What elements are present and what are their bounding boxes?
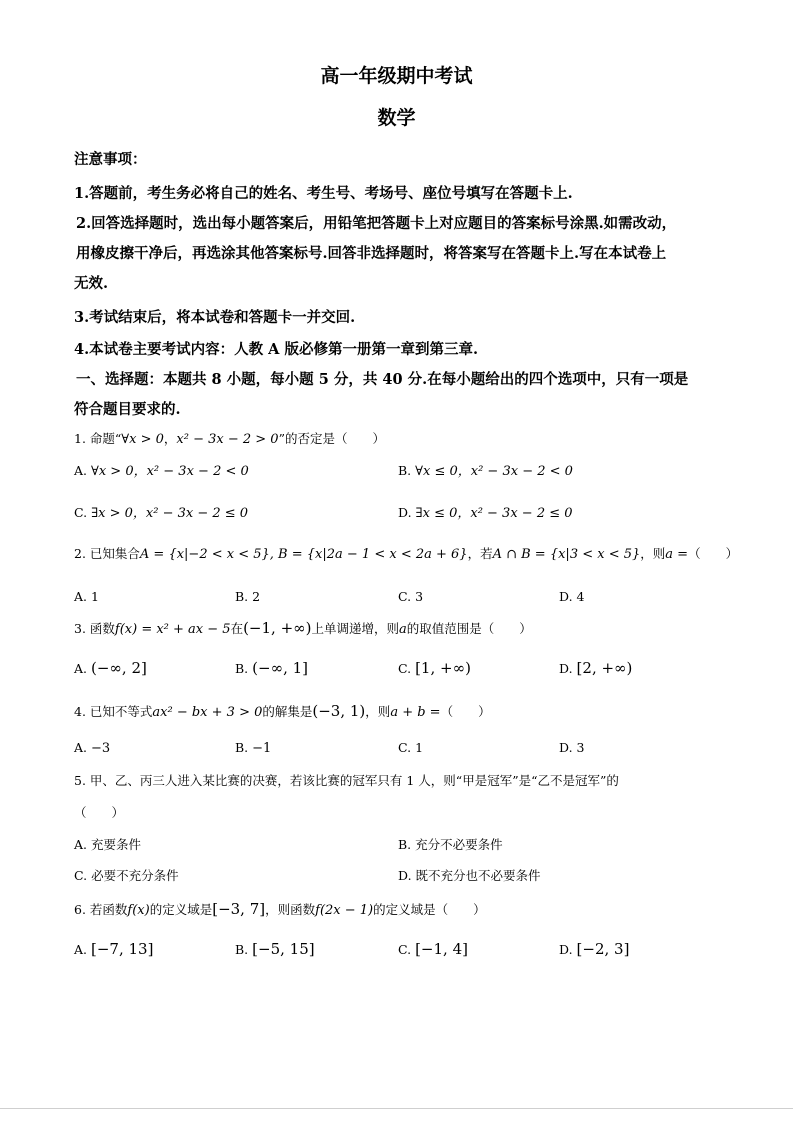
q2-option-a-text: 1 [91, 589, 99, 604]
q5-option-b-text: 充分不必要条件 [415, 837, 503, 852]
q6-mid-2: ，则函数 [265, 902, 316, 917]
q5-option-d [398, 867, 541, 885]
q3-option-b [235, 659, 308, 678]
q6-option-a [74, 940, 153, 959]
q5-option-c-label: C. [74, 868, 88, 883]
question-6-stem [74, 900, 734, 920]
q2-option-b-text: 2 [252, 589, 261, 604]
q6-option-a-label: A. [74, 942, 88, 957]
note-2-line-2: 用橡皮擦干净后，再选涂其他答案标号.回答非选择题时，将答案写在答题卡上.写在本试卷上 [76, 245, 667, 262]
q1-option-c-text: ∃x > 0，x² − 3x − 2 ≤ 0 [91, 506, 249, 521]
q3-stem-pre: 3. 函数 [74, 621, 115, 636]
q3-option-a-text: (−∞, 2] [91, 659, 147, 677]
q1-option-b-label: B. [398, 463, 412, 478]
q3-option-c-label: C. [398, 661, 412, 676]
q4-option-d-label: D. [559, 740, 573, 755]
q4-mid-2: ，则 [365, 704, 391, 719]
q3-option-c [398, 659, 471, 678]
q1-sep: ， [163, 431, 177, 446]
q3-math-2: (−1, +∞) [243, 619, 312, 637]
q4-math-3: a + b = [390, 705, 441, 720]
question-5-stem-2: （ ） [74, 805, 125, 820]
q2-mid-2: ，则 [640, 546, 666, 561]
q4-option-a-label: A. [74, 740, 88, 755]
q6-option-a-text: [−7, 13] [91, 940, 154, 958]
q3-stem-post: 的取值范围是（ ） [406, 621, 532, 636]
q1-option-d-text: ∃x ≤ 0，x² − 3x − 2 ≤ 0 [415, 506, 573, 521]
q1-option-a-text: ∀x > 0，x² − 3x − 2 < 0 [91, 464, 249, 479]
q6-option-c [398, 940, 468, 959]
q3-option-a-label: A. [74, 661, 88, 676]
q2-stem-pre: 2. 已知集合 [74, 546, 140, 561]
q5-option-d-text: 既不充分也不必要条件 [415, 868, 541, 883]
q6-stem-pre: 6. 若函数 [74, 902, 128, 917]
q6-math-1: f(x) [127, 903, 150, 918]
q2-option-d-text: 4 [576, 589, 585, 604]
notes-heading: 注意事项： [74, 151, 147, 168]
q4-stem-post: （ ） [440, 704, 491, 719]
q6-option-d-text: [−2, 3] [576, 940, 630, 958]
q6-math-2: [−3, 7] [212, 900, 266, 918]
q5-option-a [74, 836, 141, 854]
q2-math-2: A ∩ B = {x|3 < x < 5} [492, 547, 641, 562]
q5-option-c [74, 867, 179, 885]
q4-stem-pre: 4. 已知不等式 [74, 704, 153, 719]
q3-mid: 在 [230, 621, 244, 636]
q4-option-a-text: −3 [91, 741, 111, 756]
q4-option-b-label: B. [235, 740, 249, 755]
exam-title: 高一年级期中考试 [320, 65, 473, 87]
q3-option-b-text: (−∞, 1] [252, 659, 309, 677]
q1-math-2: x² − 3x − 2 > 0 [176, 432, 279, 447]
q5-option-a-text: 充要条件 [91, 837, 142, 852]
q5-option-a-label: A. [74, 837, 88, 852]
q2-option-c-label: C. [398, 589, 412, 604]
q2-option-a [74, 588, 99, 606]
q1-math-1: ∀x > 0 [121, 432, 164, 447]
q6-mid: 的定义域是 [149, 902, 213, 917]
q2-math-1: A = {x|−2 < x < 5}, B = {x|2a − 1 < x < 2a + 6} [139, 547, 468, 562]
q4-option-c-text: 1 [415, 740, 424, 755]
q3-option-c-text: [1, +∞) [415, 659, 471, 677]
note-4: 4.本试卷主要考试内容：人教 A 版必修第一册第一章到第三章. [74, 341, 479, 358]
q4-option-c-label: C. [398, 740, 412, 755]
q3-option-a [74, 659, 147, 678]
q2-option-b-label: B. [235, 589, 249, 604]
section-heading-line-2: 符合题目要求的. [74, 401, 181, 418]
q1-stem-pre: 1. 命题“ [74, 431, 122, 446]
q2-math-3: a = [665, 547, 689, 562]
page-bottom-divider [0, 1108, 793, 1109]
q6-stem-post: 的定义域是（ ） [373, 902, 486, 917]
q1-option-d-label: D. [398, 505, 412, 520]
q4-option-d-text: 3 [576, 740, 585, 755]
q1-option-a-label: A. [74, 463, 88, 478]
q4-option-b-text: −1 [252, 741, 272, 756]
q3-math-3: a [399, 622, 407, 637]
q6-option-c-label: C. [398, 942, 412, 957]
q3-option-d-text: [2, +∞) [576, 659, 633, 677]
q1-option-b [398, 462, 573, 481]
exam-subject: 数学 [377, 107, 416, 129]
q2-option-b [235, 588, 260, 606]
q6-option-b-text: [−5, 15] [252, 940, 315, 958]
q1-option-a [74, 462, 249, 481]
q2-stem-post: （ ） [688, 546, 739, 561]
note-1: 1.答题前，考生务必将自己的姓名、考生号、考场号、座位号填写在答题卡上. [74, 185, 573, 202]
q5-option-d-label: D. [398, 868, 412, 883]
q4-option-d [559, 739, 585, 757]
q1-option-b-text: ∀x ≤ 0，x² − 3x − 2 < 0 [415, 464, 573, 479]
question-4-stem [74, 702, 734, 722]
q2-mid: ，若 [467, 546, 493, 561]
section-heading-line-1: 一、选择题：本题共 8 小题，每小题 5 分，共 40 分.在每小题给出的四个选项中，只有一项是 [76, 371, 689, 388]
note-2-line-1: 2.回答选择题时，选出每小题答案后，用铅笔把答题卡上对应题目的答案标号涂黑.如需改动， [76, 215, 677, 232]
question-1-stem [74, 430, 734, 449]
q2-option-d-label: D. [559, 589, 573, 604]
q4-math-2: (−3, 1) [312, 702, 366, 720]
question-2-stem [74, 545, 739, 564]
q1-option-d [398, 504, 573, 523]
q3-option-d [559, 659, 632, 678]
q6-option-b [235, 940, 315, 959]
q3-option-b-label: B. [235, 661, 249, 676]
q6-option-d-label: D. [559, 942, 573, 957]
question-3-stem [74, 619, 734, 639]
q1-option-c-label: C. [74, 505, 88, 520]
q5-option-c-text: 必要不充分条件 [91, 868, 179, 883]
q6-math-3: f(2x − 1) [315, 903, 374, 918]
q2-option-a-label: A. [74, 589, 88, 604]
q6-option-c-text: [−1, 4] [415, 940, 468, 958]
q1-option-c [74, 504, 248, 523]
question-5-stem: 5. 甲、乙、丙三人进入某比赛的决赛，若该比赛的冠军只有 1 人，则“甲是冠军”是“乙不是冠军”的 [74, 773, 619, 788]
q4-option-a [74, 739, 110, 758]
q4-mid: 的解集是 [262, 704, 313, 719]
q3-math-1: f(x) = x² + ax − 5 [114, 622, 231, 637]
q4-math-1: ax² − bx + 3 > 0 [152, 705, 263, 720]
q4-option-c [398, 739, 423, 757]
q3-option-d-label: D. [559, 661, 573, 676]
q2-option-d [559, 588, 585, 606]
q2-option-c-text: 3 [415, 589, 424, 604]
note-3: 3.考试结束后，将本试卷和答题卡一并交回. [74, 309, 356, 326]
q2-option-c [398, 588, 423, 606]
q5-option-b [398, 836, 503, 854]
q1-stem-post: ”的否定是（ ） [278, 431, 385, 446]
q5-option-b-label: B. [398, 837, 412, 852]
q4-option-b [235, 739, 271, 758]
q3-mid-2: 上单调递增，则 [311, 621, 400, 636]
q6-option-d [559, 940, 629, 959]
note-2-line-3: 无效. [74, 275, 109, 292]
q6-option-b-label: B. [235, 942, 249, 957]
